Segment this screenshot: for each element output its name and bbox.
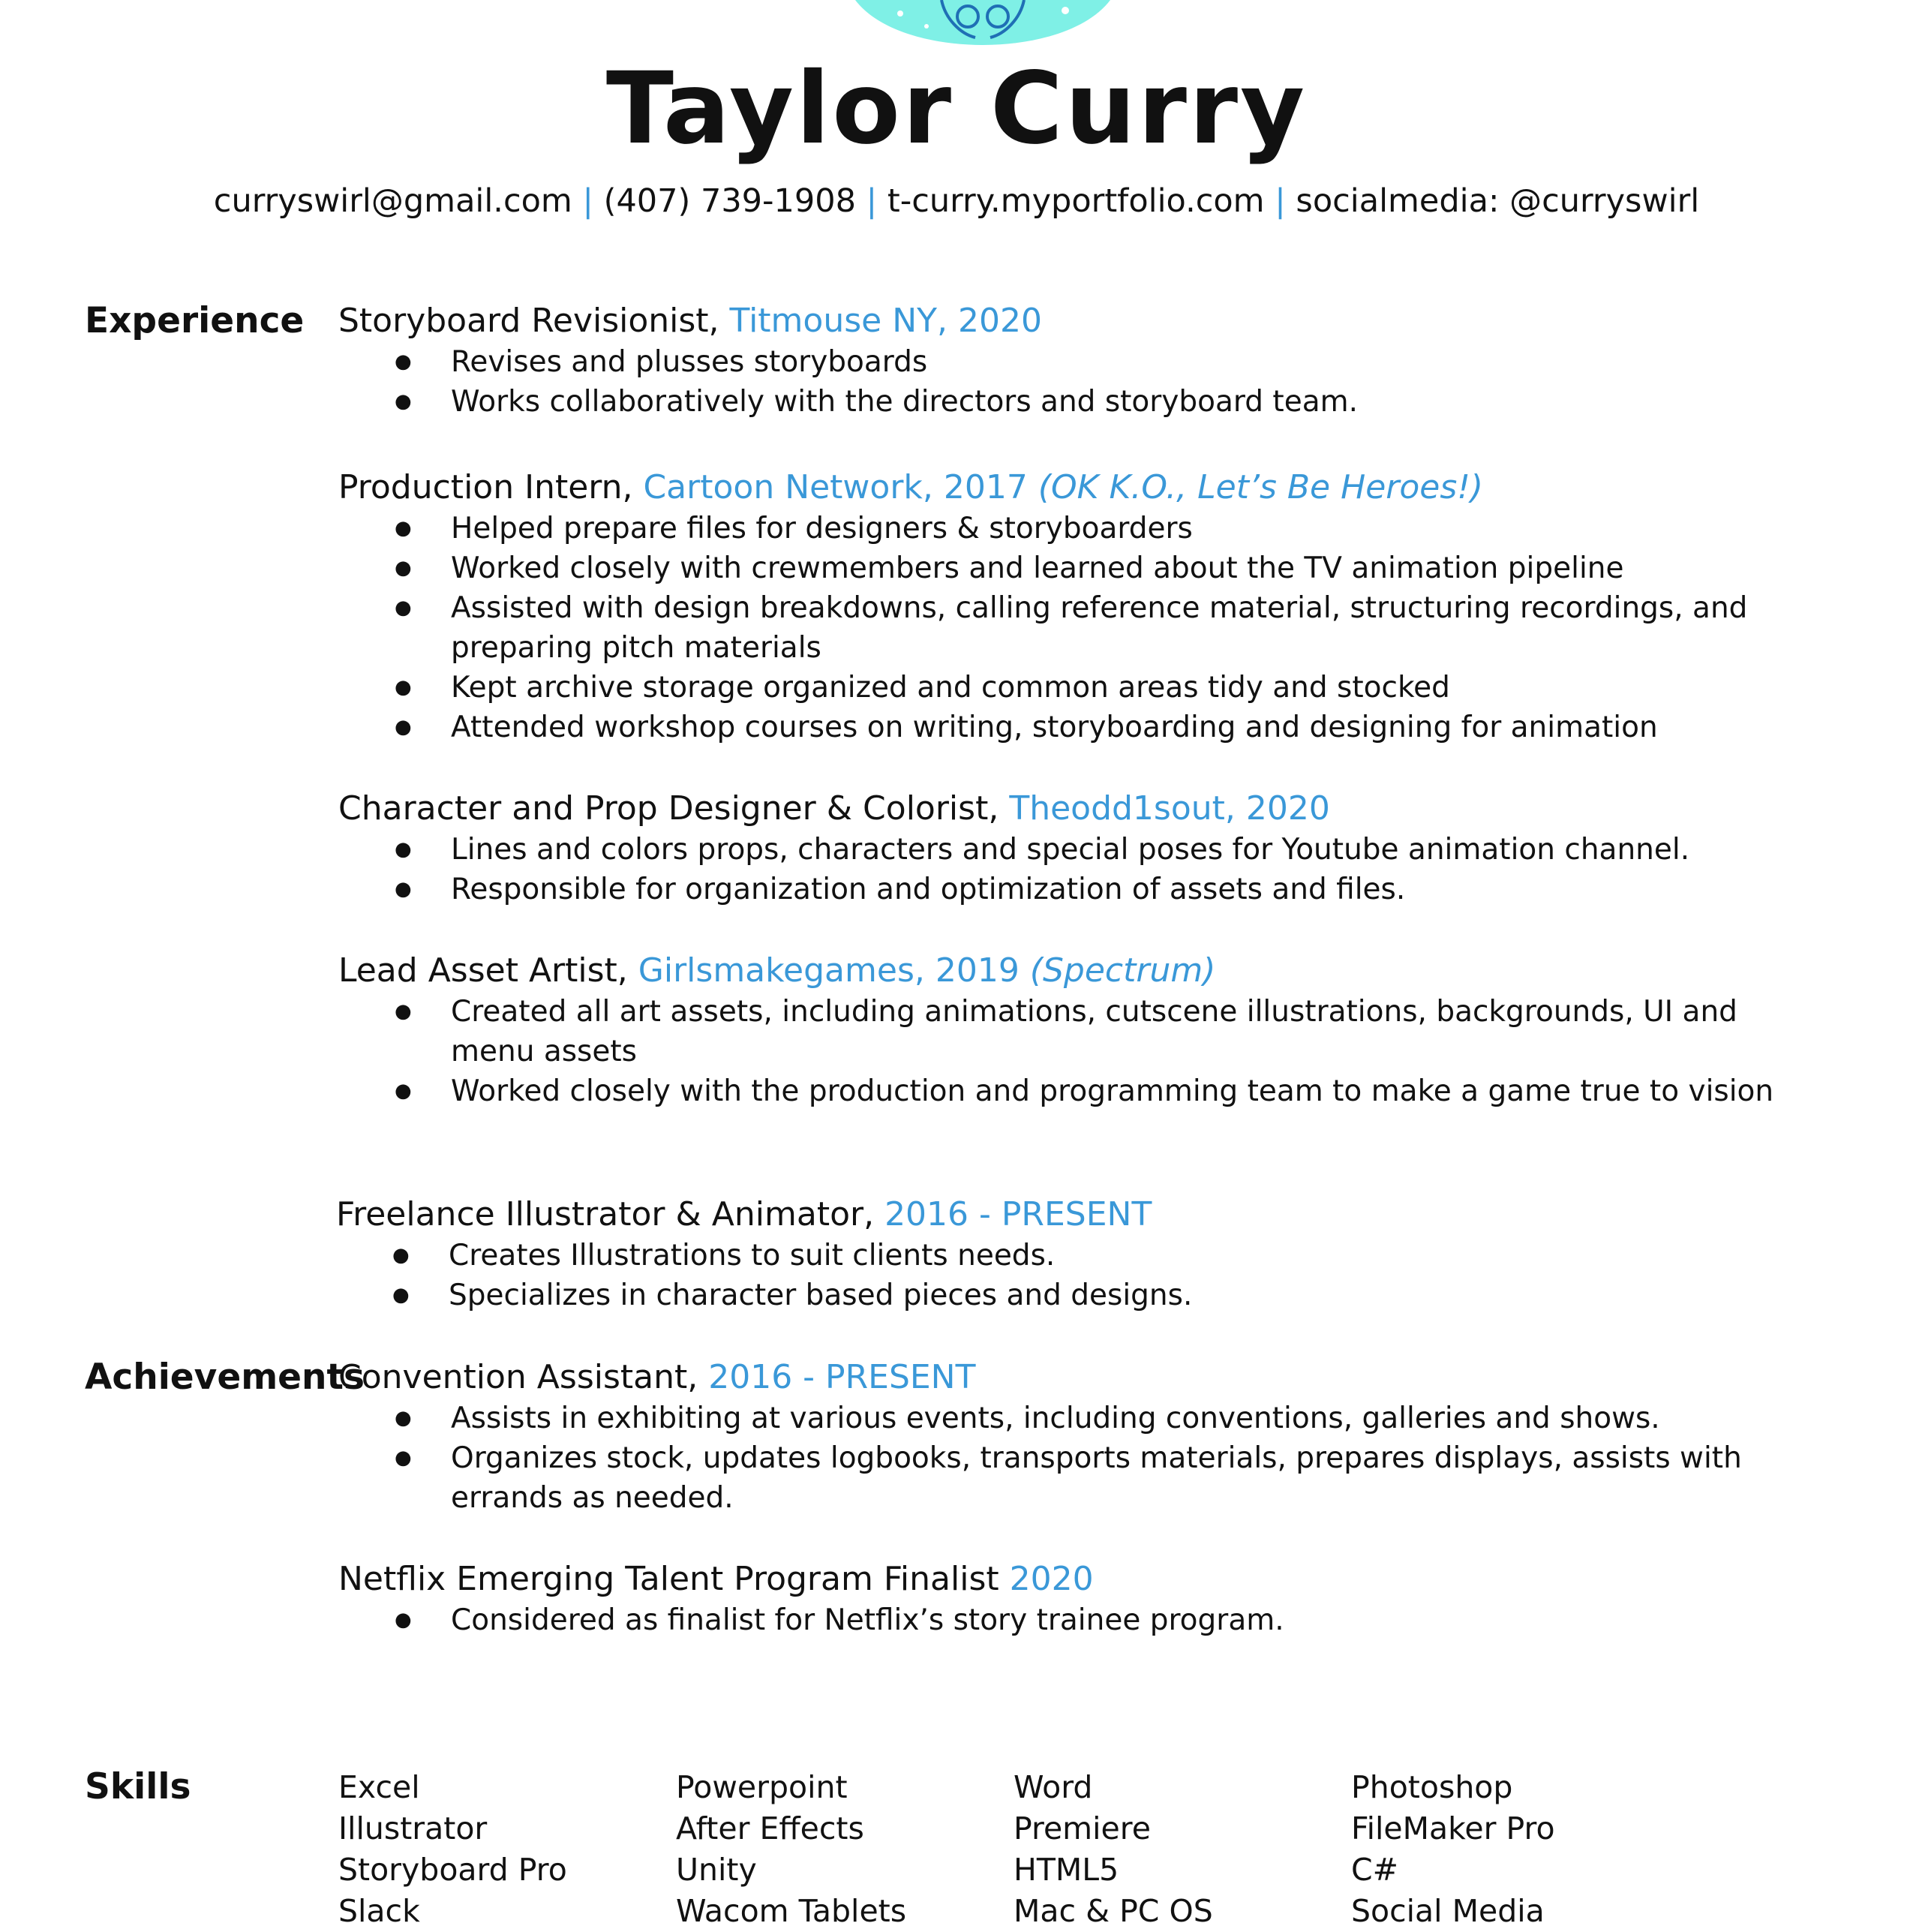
achievement-entry: [338, 1558, 1800, 1640]
entry-org: Titmouse NY, 2020: [729, 302, 1042, 340]
skills-heading: Skills: [85, 1766, 191, 1807]
skill-item: Wacom Tablets: [676, 1893, 907, 1929]
entry-title: Storyboard Revisionist,: [338, 302, 730, 340]
website-link[interactable]: t-curry.myportfolio.com: [887, 182, 1265, 220]
contact-line: [0, 179, 1913, 224]
skill-item: After Effects: [676, 1810, 864, 1846]
bullet-item: ● Works collaboratively with the directors and storyboard team.: [338, 382, 1800, 422]
experience-entry: [336, 1194, 1800, 1315]
experience-entry: [338, 467, 1800, 747]
achievements-heading: Achievements: [85, 1357, 365, 1398]
bullet-item: ● Helped prepare files for designers & storyboarders: [338, 509, 1800, 548]
skill-item: Premiere: [1014, 1810, 1151, 1846]
portrait-logo: [855, 0, 1110, 45]
skills-grid: [338, 1767, 1689, 1932]
skill-item: Unity: [676, 1852, 757, 1888]
separator: |: [866, 182, 878, 220]
resume-name: Taylor Curry: [605, 51, 1308, 167]
bullet-item: ● Creates Illustrations to suit clients needs.: [336, 1236, 1800, 1275]
skill-item: C#: [1351, 1852, 1398, 1888]
skill-item: HTML5: [1014, 1852, 1119, 1888]
skill-item: Word: [1014, 1769, 1093, 1805]
entry-title: Production Intern,: [338, 468, 644, 506]
bullet-item: ● Worked closely with crewmembers and learned about the TV animation pipeline: [338, 548, 1800, 588]
bullet-item: ● Specializes in character based pieces and designs.: [336, 1275, 1800, 1315]
email-link[interactable]: curryswirl@gmail.com: [213, 182, 572, 220]
skill-item: FileMaker Pro: [1351, 1810, 1555, 1846]
entry-note: (OK K.O., Let’s Be Heroes!): [1027, 468, 1484, 506]
entry-title-line: [338, 950, 1800, 992]
skill-item: Slack: [338, 1893, 420, 1929]
social-handle: socialmedia: @curryswirl: [1296, 182, 1700, 220]
experience-entry: [338, 788, 1800, 909]
entry-title-line: [338, 1558, 1800, 1600]
skill-item: Storyboard Pro: [338, 1852, 567, 1888]
bullet-item: ● Considered as finalist for Netflix’s story trainee program.: [338, 1600, 1800, 1640]
skill-item: Excel: [338, 1769, 420, 1805]
bullet-item: ● Organizes stock, updates logbooks, transports materials, prepares displays, assists with errands as needed.: [338, 1438, 1800, 1518]
skill-item: Photoshop: [1351, 1769, 1513, 1805]
bullet-item: ● Revises and plusses storyboards: [338, 342, 1800, 382]
entry-title-line: [338, 300, 1800, 342]
entry-title-line: [338, 467, 1800, 509]
bullet-item: ● Created all art assets, including animations, cutscene illustrations, backgrounds, UI and menu assets: [338, 992, 1800, 1071]
entry-org: 2016 - PRESENT: [884, 1195, 1152, 1233]
entry-org: Girlsmakegames, 2019: [638, 951, 1020, 990]
separator: |: [582, 182, 593, 220]
bullet-item: ● Responsible for organization and optimization of assets and files.: [338, 870, 1800, 909]
entry-title: Netflix Emerging Talent Program Finalist: [338, 1560, 1010, 1598]
entry-org: Cartoon Network, 2017: [643, 468, 1028, 506]
experience-entry: [338, 950, 1800, 1111]
entry-title: Freelance Illustrator & Animator,: [336, 1195, 885, 1233]
skill-item: Powerpoint: [676, 1769, 848, 1805]
entry-title: Lead Asset Artist,: [338, 951, 638, 990]
entry-title-line: [336, 1194, 1800, 1236]
skill-item: Mac & PC OS: [1014, 1893, 1213, 1929]
separator: |: [1275, 182, 1286, 220]
bullet-item: ● Assists in exhibiting at various events, including conventions, galleries and shows.: [338, 1399, 1800, 1438]
bullet-item: ● Worked closely with the production and programming team to make a game true to vision: [338, 1071, 1800, 1111]
entry-title-line: [338, 788, 1800, 830]
experience-entry: [338, 300, 1800, 422]
bullet-item: ● Assisted with design breakdowns, calling reference material, structuring recordings, and preparing pitch materials: [338, 588, 1800, 668]
bullet-item: ● Lines and colors props, characters and special poses for Youtube animation channel.: [338, 830, 1800, 870]
entry-title: Character and Prop Designer & Colorist,: [338, 789, 1010, 828]
entry-org: Theodd1sout, 2020: [1009, 789, 1330, 828]
experience-heading: Experience: [85, 300, 305, 341]
bullet-item: ● Kept archive storage organized and common areas tidy and stocked: [338, 668, 1800, 708]
entry-title-line: [338, 1357, 1800, 1399]
bullet-item: ● Attended workshop courses on writing, storyboarding and designing for animation: [338, 708, 1800, 747]
entry-org: 2016 - PRESENT: [708, 1358, 976, 1396]
skill-item: Social Media: [1351, 1893, 1545, 1929]
entry-note: (Spectrum): [1019, 951, 1216, 990]
entry-title: Convention Assistant,: [338, 1358, 709, 1396]
entry-org: 2020: [1009, 1560, 1094, 1598]
achievement-entry: [338, 1357, 1800, 1518]
skill-item: Illustrator: [338, 1810, 488, 1846]
phone-number: (407) 739-1908: [603, 182, 856, 220]
